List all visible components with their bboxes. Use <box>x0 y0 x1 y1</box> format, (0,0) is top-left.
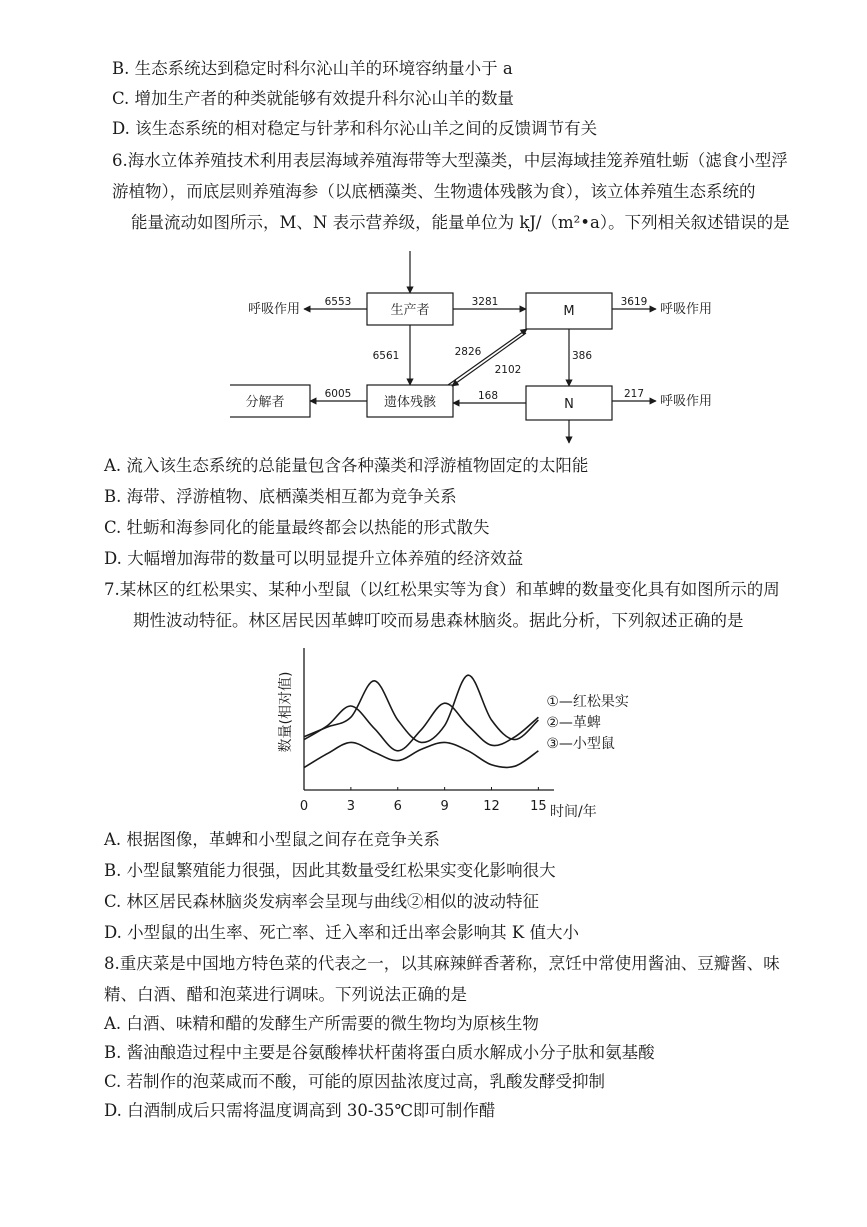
q5-option-d: D. 该生态系统的相对稳定与针茅和科尔沁山羊之间的反馈调节有关 <box>112 119 598 138</box>
q7-stem-line-2: 期性波动特征。林区居民因革蜱叮咬而易患森林脑炎。据此分析，下列叙述正确的是 <box>133 611 744 630</box>
respiration-n-label: 呼吸作用 <box>660 394 713 409</box>
q5-option-c: C. 增加生产者的种类就能够有效提升科尔沁山羊的数量 <box>112 89 515 108</box>
q7-option-c: C. 林区居民森林脑炎发病率会呈现与曲线②相似的波动特征 <box>104 892 540 911</box>
producer-label: 生产者 <box>390 303 430 318</box>
chart-x-tick-label: 3 <box>346 799 356 814</box>
q6-option-c: C. 牡蛎和海参同化的能量最终都会以热能的形式散失 <box>104 518 490 537</box>
chart-legend-entry-1: ①—红松果实 <box>546 694 629 710</box>
value-6561: 6561 <box>372 350 400 362</box>
value-217: 217 <box>623 388 645 400</box>
q8-option-a: A. 白酒、味精和醋的发酵生产所需要的微生物均为原核生物 <box>104 1014 539 1033</box>
value-168: 168 <box>477 390 499 402</box>
chart-x-tick-label: 9 <box>440 799 449 814</box>
q5-option-b: B. 生态系统达到稳定时科尔沁山羊的环境容纳量小于 a <box>112 59 513 78</box>
value-3619: 3619 <box>620 296 648 308</box>
q8-option-d: D. 白酒制成后只需将温度调高到 30-35℃即可制作醋 <box>104 1101 496 1120</box>
chart-legend-entry-2: ②—革蜱 <box>546 715 601 731</box>
q6-option-b: B. 海带、浮游植物、底栖藻类相互都为竞争关系 <box>104 487 457 506</box>
q6-stem-line-1: 6.海水立体养殖技术利用表层海域养殖海带等大型藻类，中层海域挂笼养殖牡蛎（滤食小型浮 <box>112 151 788 170</box>
n-label: N <box>564 397 574 412</box>
q8-option-c: C. 若制作的泡菜咸而不酸，可能的原因盐浓度过高，乳酸发酵受抑制 <box>104 1072 606 1091</box>
respiration-left-label: 呼吸作用 <box>247 302 300 317</box>
q7-option-b: B. 小型鼠繁殖能力很强，因此其数量受红松果实变化影响很大 <box>104 861 556 880</box>
q6-option-d: D. 大幅增加海带的数量可以明显提升立体养殖的经济效益 <box>104 549 524 568</box>
chart-series-line-2 <box>304 703 538 751</box>
value-6005: 6005 <box>324 388 352 400</box>
q6-option-a: A. 流入该生态系统的总能量包含各种藻类和浮游植物固定的太阳能 <box>104 456 589 475</box>
q7-stem-line-1: 7.某林区的红松果实、某种小型鼠（以红松果实等为食）和革蜱的数量变化具有如图所示的周 <box>104 580 780 599</box>
chart-x-tick-label: 0 <box>299 799 309 814</box>
chart-series-line-1 <box>304 675 538 742</box>
value-386: 386 <box>571 350 593 362</box>
chart-legend-entry-3: ③—小型鼠 <box>546 736 615 752</box>
energy-flow-diagram <box>230 245 730 445</box>
chart-x-axis-label: 时间/年 <box>550 804 597 820</box>
population-chart <box>270 640 660 825</box>
chart-series-line-3 <box>304 742 538 767</box>
value-6553: 6553 <box>324 296 352 308</box>
chart-x-tick-label: 12 <box>483 799 500 814</box>
q6-stem-line-2: 游植物），而底层则养殖海参（以底栖藻类、生物遗体残骸为食），该立体养殖生态系统的 <box>112 182 756 201</box>
value-2826: 2826 <box>454 346 482 358</box>
m-label: M <box>563 304 575 319</box>
respiration-m-label: 呼吸作用 <box>660 302 713 317</box>
q7-option-a: A. 根据图像，革蜱和小型鼠之间存在竞争关系 <box>104 830 440 849</box>
decomposer-label: 分解者 <box>245 395 285 410</box>
chart-x-tick-label: 15 <box>530 799 547 814</box>
chart-y-axis-label: 数量(相对值) <box>278 671 294 753</box>
q8-stem-line-2: 精、白酒、醋和泡菜进行调味。下列说法正确的是 <box>104 985 467 1004</box>
chart-x-tick-label: 6 <box>393 799 402 814</box>
q6-stem-line-3: 能量流动如图所示，M、N 表示营养级，能量单位为 kJ/（m²•a）。下列相关叙述错误的是 <box>131 213 790 232</box>
q8-option-b: B. 酱油酿造过程中主要是谷氨酸棒状杆菌将蛋白质水解成小分子肽和氨基酸 <box>104 1043 655 1062</box>
remains-label: 遗体残骸 <box>383 395 437 410</box>
q8-stem-line-1: 8.重庆菜是中国地方特色菜的代表之一，以其麻辣鲜香著称，烹饪中常使用酱油、豆瓣酱、味 <box>104 954 780 973</box>
value-3281: 3281 <box>471 296 499 308</box>
q7-option-d: D. 小型鼠的出生率、死亡率、迁入率和迁出率会影响其 K 值大小 <box>104 923 579 942</box>
value-2102: 2102 <box>494 364 522 376</box>
